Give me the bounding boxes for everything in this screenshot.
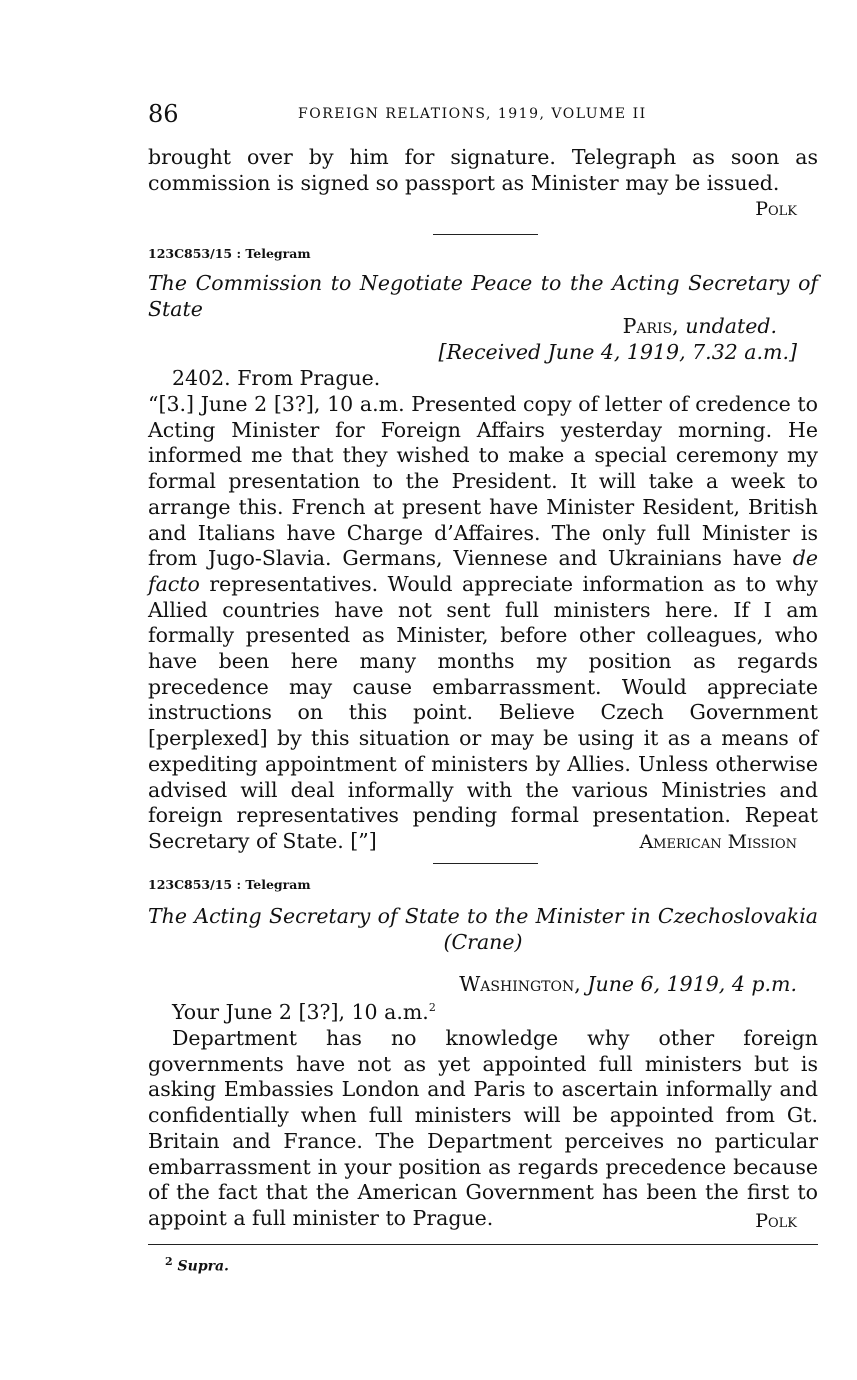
telegram-number: 2402. From Prague. xyxy=(172,366,381,390)
body-italic: de facto xyxy=(148,546,818,596)
dateline-place: Washington, xyxy=(459,972,581,996)
footnote-mark: 2 xyxy=(165,1255,173,1268)
signature-american-mission: American Mission xyxy=(639,831,797,853)
footnote-divider xyxy=(148,1244,818,1245)
body-part-2: representatives. Would appreciate information as to why Allied countries have not sent full ministers here. If I am formally presented as Minister, before other colleagues, who have been here many months my position as regards precedence may cause embarrassment. Would appreciate instructions on this point. Believe Czech Government [perplexed] by this situation or may be using it as a means of expediting appointment of ministers by Allies. Unless otherwise advised will deal informally with the various Ministries and foreign representatives pending formal presentation. Repeat Secretary of State. [”] xyxy=(148,571,818,853)
dateline-date: undated. xyxy=(685,314,777,338)
continuation-text: brought over by him for signature. Telegraph as soon as commission is signed so passport as Minister may be issued. xyxy=(148,145,818,195)
file-reference: 123C853/15 : Telegram xyxy=(148,246,311,261)
dateline xyxy=(623,314,777,338)
dateline-place: Paris, xyxy=(622,314,679,338)
telegram-body: Department has no knowledge why other foreign governments have not as yet appointed full ministers but is asking Embassies London and Paris to ascertain informally and confidentially when full ministers will be appointed from Gt. Britain and France. The Department perceives no particular embarrassment in your position as regards precedence because of the fact that the American Government has been the first to appoint a full minister to Prague. xyxy=(148,1026,818,1230)
signature-polk-2: Polk xyxy=(755,1210,797,1232)
file-reference: 123C853/15 : Telegram xyxy=(148,877,311,892)
telegram-body xyxy=(148,392,818,855)
dateline xyxy=(459,972,797,996)
received-line: [Received June 4, 1919, 7.32 a.m.] xyxy=(438,340,797,364)
footnote xyxy=(165,1255,229,1275)
reference-line: Your June 2 [3?], 10 a.m.$^2$ xyxy=(172,1000,436,1024)
document-title: The Acting Secretary of State to the Minister in Czechoslovakia xyxy=(148,904,818,928)
divider xyxy=(433,234,538,235)
body-part-1: “[3.] June 2 [3?], 10 a.m. Presented copy of letter of credence to Acting Minister for Foreign Affairs yesterday morning. He informed me that they wished to make a special ceremony my formal presentation to the President. It will take a week to arrange this. French at present have Minister Resident, British and Italians have Charge d’Affaires. The only full Minister is from Jugo-Slavia. Germans, Viennese and Ukrainians have xyxy=(148,392,818,571)
divider xyxy=(433,863,538,864)
page-number: 86 xyxy=(148,100,179,128)
running-title: FOREIGN RELATIONS, 1919, VOLUME II xyxy=(298,106,647,122)
document-title: The Commission to Negotiate Peace to the Acting Secretary of State xyxy=(148,271,818,321)
dateline-date: June 6, 1919, 4 p.m. xyxy=(587,972,797,996)
signature-polk-1: Polk xyxy=(755,198,797,220)
document-title-line-2: (Crane) xyxy=(443,930,523,954)
footnote-text: Supra. xyxy=(177,1258,229,1275)
footnote-ref: 2 xyxy=(428,1001,436,1015)
page-header xyxy=(148,100,818,132)
